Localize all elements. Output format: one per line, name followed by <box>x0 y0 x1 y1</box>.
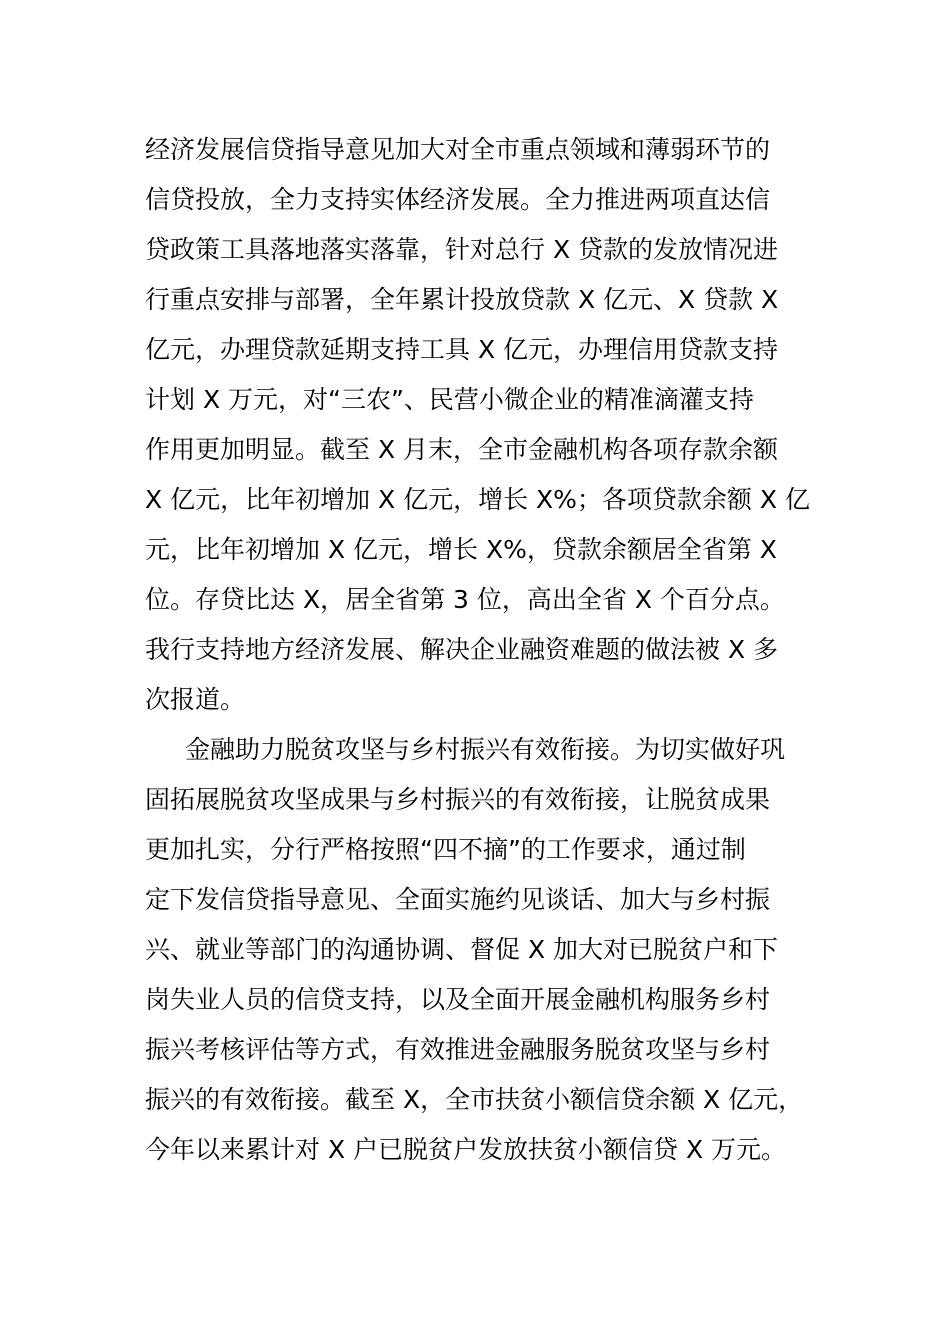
text-line: 金融助力脱贫攻坚与乡村振兴有效衔接。为切实做好巩 <box>185 735 786 764</box>
text-line: 贷政策工具落地落实落靠，针对总行 X 贷款的发放情况进 <box>145 235 779 264</box>
text-line: 岗失业人员的信贷支持，以及全面开展金融机构服务乡村 <box>145 985 771 1014</box>
text-line: 定下发信贷指导意见、全面实施约见谈话、加大与乡村振 <box>145 885 771 914</box>
text-line: 振兴的有效衔接。截至 X，全市扶贫小额信贷余额 X 亿元， <box>145 1085 804 1114</box>
text-line: 信贷投放，全力支持实体经济发展。全力推进两项直达信 <box>145 185 771 214</box>
text-line: 更加扎实，分行严格按照“四不摘”的工作要求，通过制 <box>145 835 746 864</box>
text-line: 计划 X 万元，对“三农”、民营小微企业的精准滴灌支持 <box>145 385 754 414</box>
text-line: 行重点安排与部署，全年累计投放贷款 X 亿元、X 贷款 X <box>145 285 779 314</box>
text-line: 我行支持地方经济发展、解决企业融资难题的做法被 X 多 <box>145 635 779 664</box>
text-line: 位。存贷比达 X，居全省第 3 位，高出全省 X 个百分点。 <box>145 585 785 614</box>
text-line: 振兴考核评估等方式，有效推进金融服务脱贫攻坚与乡村 <box>145 1035 771 1064</box>
text-line: 作用更加明显。截至 X 月末，全市金融机构各项存款余额 <box>145 435 779 464</box>
text-line: 元，比年初增加 X 亿元，增长 X%，贷款余额居全省第 X <box>145 535 777 564</box>
text-line: 经济发展信贷指导意见加大对全市重点领域和薄弱环节的 <box>145 135 771 164</box>
text-line: 亿元，办理贷款延期支持工具 X 亿元，办理信用贷款支持 <box>145 335 779 364</box>
text-line: 今年以来累计对 X 户已脱贫户发放扶贫小额信贷 X 万元。 <box>145 1135 787 1164</box>
text-line: 固拓展脱贫攻坚成果与乡村振兴的有效衔接，让脱贫成果 <box>145 785 771 814</box>
text-line: X 亿元，比年初增加 X 亿元，增长 X%；各项贷款余额 X 亿 <box>145 485 810 514</box>
text-line: 次报道。 <box>145 685 246 714</box>
text-line: 兴、就业等部门的沟通协调、督促 X 加大对已脱贫户和下 <box>145 935 779 964</box>
